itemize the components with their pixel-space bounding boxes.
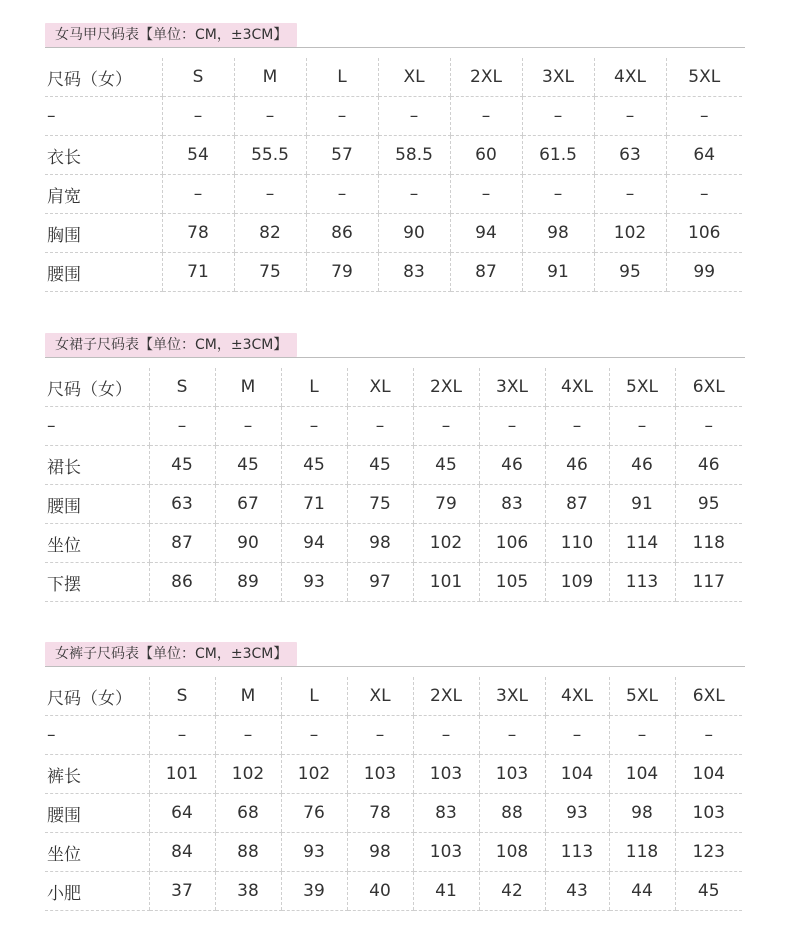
size-cell: 44 bbox=[609, 872, 675, 911]
size-cell: 103 bbox=[347, 755, 413, 794]
size-cell: L bbox=[306, 58, 378, 97]
size-cell: 75 bbox=[234, 253, 306, 292]
size-cell: 3XL bbox=[522, 58, 594, 97]
table-row bbox=[45, 872, 742, 911]
size-cell: 90 bbox=[378, 214, 450, 253]
size-cell: 45 bbox=[413, 446, 479, 485]
size-cell: 87 bbox=[545, 485, 609, 524]
skirt-title-bar bbox=[45, 333, 745, 358]
row-label-cell: 胸围 bbox=[45, 214, 162, 253]
size-cell: – bbox=[479, 716, 545, 755]
size-cell: – bbox=[347, 716, 413, 755]
size-cell: 94 bbox=[450, 214, 522, 253]
size-cell: 46 bbox=[479, 446, 545, 485]
size-cell: – bbox=[675, 407, 742, 446]
table-row bbox=[45, 446, 742, 485]
row-label-cell: 裤长 bbox=[45, 755, 149, 794]
size-cell: 75 bbox=[347, 485, 413, 524]
size-cell: 46 bbox=[609, 446, 675, 485]
skirt-size-section bbox=[45, 333, 745, 602]
size-cell: 86 bbox=[149, 563, 215, 602]
size-cell: 90 bbox=[215, 524, 281, 563]
header-row bbox=[45, 677, 742, 716]
size-cell: 118 bbox=[609, 833, 675, 872]
size-cell: 64 bbox=[666, 136, 742, 175]
size-cell: 40 bbox=[347, 872, 413, 911]
size-cell: 63 bbox=[594, 136, 666, 175]
row-label-cell: 肩宽 bbox=[45, 175, 162, 214]
pants-size-table bbox=[45, 677, 742, 911]
size-cell: 104 bbox=[609, 755, 675, 794]
table-row bbox=[45, 833, 742, 872]
size-cell: 109 bbox=[545, 563, 609, 602]
size-cell: 71 bbox=[281, 485, 347, 524]
title-divider bbox=[45, 357, 745, 358]
row-label-cell: 腰围 bbox=[45, 485, 149, 524]
size-cell: 93 bbox=[281, 833, 347, 872]
size-cell: 114 bbox=[609, 524, 675, 563]
size-cell: – bbox=[666, 97, 742, 136]
size-cell: 97 bbox=[347, 563, 413, 602]
size-cell: M bbox=[234, 58, 306, 97]
size-cell: – bbox=[306, 97, 378, 136]
size-cell: 2XL bbox=[413, 368, 479, 407]
table-row bbox=[45, 407, 742, 446]
size-cell: 102 bbox=[413, 524, 479, 563]
size-cell: – bbox=[594, 97, 666, 136]
skirt-size-title: 女裙子尺码表【单位：CM，±3CM】 bbox=[45, 333, 297, 357]
row-label-cell: 衣长 bbox=[45, 136, 162, 175]
row-label-cell: – bbox=[45, 407, 149, 446]
size-cell: 98 bbox=[347, 833, 413, 872]
size-cell: 42 bbox=[479, 872, 545, 911]
size-cell: S bbox=[149, 677, 215, 716]
size-cell: 108 bbox=[479, 833, 545, 872]
size-cell: – bbox=[522, 97, 594, 136]
size-cell: – bbox=[413, 407, 479, 446]
size-cell: L bbox=[281, 368, 347, 407]
vest-size-section bbox=[45, 23, 745, 292]
row-label-cell: 下摆 bbox=[45, 563, 149, 602]
size-cell: 91 bbox=[522, 253, 594, 292]
size-cell: 93 bbox=[281, 563, 347, 602]
size-cell: 103 bbox=[675, 794, 742, 833]
size-cell: – bbox=[609, 716, 675, 755]
size-cell: – bbox=[234, 97, 306, 136]
table-row bbox=[45, 97, 742, 136]
vest-size-title: 女马甲尺码表【单位：CM，±3CM】 bbox=[45, 23, 297, 47]
size-cell: 94 bbox=[281, 524, 347, 563]
size-cell: 79 bbox=[413, 485, 479, 524]
size-cell: 79 bbox=[306, 253, 378, 292]
table-row bbox=[45, 214, 742, 253]
size-cell: – bbox=[281, 407, 347, 446]
row-label-cell: 坐位 bbox=[45, 833, 149, 872]
size-cell: 83 bbox=[378, 253, 450, 292]
row-label-cell: 腰围 bbox=[45, 794, 149, 833]
size-cell: 4XL bbox=[594, 58, 666, 97]
size-cell: 98 bbox=[522, 214, 594, 253]
size-cell: 67 bbox=[215, 485, 281, 524]
size-cell: S bbox=[149, 368, 215, 407]
size-cell: 99 bbox=[666, 253, 742, 292]
vest-title-bar bbox=[45, 23, 745, 48]
size-cell: 89 bbox=[215, 563, 281, 602]
size-cell: – bbox=[545, 407, 609, 446]
size-cell: – bbox=[149, 407, 215, 446]
size-cell: – bbox=[479, 407, 545, 446]
row-label-cell: 尺码（女） bbox=[45, 677, 149, 716]
size-cell: 104 bbox=[545, 755, 609, 794]
size-cell: 6XL bbox=[675, 677, 742, 716]
header-row bbox=[45, 58, 742, 97]
row-label-cell: 尺码（女） bbox=[45, 58, 162, 97]
size-cell: – bbox=[149, 716, 215, 755]
size-cell: 39 bbox=[281, 872, 347, 911]
size-cell: – bbox=[522, 175, 594, 214]
size-cell: 102 bbox=[281, 755, 347, 794]
size-cell: 101 bbox=[413, 563, 479, 602]
size-cell: 95 bbox=[675, 485, 742, 524]
size-cell: – bbox=[162, 97, 234, 136]
size-cell: 98 bbox=[347, 524, 413, 563]
size-cell: 6XL bbox=[675, 368, 742, 407]
size-cell: 123 bbox=[675, 833, 742, 872]
size-cell: 4XL bbox=[545, 677, 609, 716]
table-row bbox=[45, 136, 742, 175]
size-cell: 113 bbox=[609, 563, 675, 602]
table-row bbox=[45, 563, 742, 602]
size-cell: 88 bbox=[215, 833, 281, 872]
size-cell: 4XL bbox=[545, 368, 609, 407]
size-cell: 3XL bbox=[479, 368, 545, 407]
size-cell: 117 bbox=[675, 563, 742, 602]
size-cell: 110 bbox=[545, 524, 609, 563]
size-cell: 83 bbox=[413, 794, 479, 833]
size-cell: 87 bbox=[450, 253, 522, 292]
size-cell: 45 bbox=[281, 446, 347, 485]
size-cell: 118 bbox=[675, 524, 742, 563]
title-divider bbox=[45, 47, 745, 48]
size-cell: 5XL bbox=[609, 368, 675, 407]
vest-size-table bbox=[45, 58, 742, 292]
size-cell: 2XL bbox=[413, 677, 479, 716]
size-cell: 5XL bbox=[609, 677, 675, 716]
size-cell: – bbox=[609, 407, 675, 446]
size-cell: 106 bbox=[666, 214, 742, 253]
size-cell: 71 bbox=[162, 253, 234, 292]
size-cell: XL bbox=[347, 677, 413, 716]
row-label-cell: 坐位 bbox=[45, 524, 149, 563]
size-cell: XL bbox=[347, 368, 413, 407]
size-cell: – bbox=[378, 97, 450, 136]
skirt-size-table bbox=[45, 368, 742, 602]
size-cell: 54 bbox=[162, 136, 234, 175]
size-cell: – bbox=[594, 175, 666, 214]
size-cell: M bbox=[215, 677, 281, 716]
size-cell: – bbox=[413, 716, 479, 755]
size-cell: – bbox=[450, 175, 522, 214]
size-cell: 103 bbox=[413, 833, 479, 872]
size-cell: 45 bbox=[347, 446, 413, 485]
size-cell: 93 bbox=[545, 794, 609, 833]
table-row bbox=[45, 524, 742, 563]
size-cell: 46 bbox=[545, 446, 609, 485]
size-cell: 43 bbox=[545, 872, 609, 911]
size-cell: 76 bbox=[281, 794, 347, 833]
size-cell: 45 bbox=[675, 872, 742, 911]
size-cell: – bbox=[281, 716, 347, 755]
size-cell: 64 bbox=[149, 794, 215, 833]
size-cell: 106 bbox=[479, 524, 545, 563]
size-cell: – bbox=[666, 175, 742, 214]
size-cell: 87 bbox=[149, 524, 215, 563]
size-cell: 113 bbox=[545, 833, 609, 872]
size-cell: 45 bbox=[215, 446, 281, 485]
size-cell: 78 bbox=[162, 214, 234, 253]
size-cell: 88 bbox=[479, 794, 545, 833]
row-label-cell: – bbox=[45, 716, 149, 755]
size-cell: 37 bbox=[149, 872, 215, 911]
size-cell: – bbox=[234, 175, 306, 214]
size-cell: 91 bbox=[609, 485, 675, 524]
size-cell: – bbox=[545, 716, 609, 755]
size-cell: 95 bbox=[594, 253, 666, 292]
size-cell: 45 bbox=[149, 446, 215, 485]
table-row bbox=[45, 253, 742, 292]
size-cell: 61.5 bbox=[522, 136, 594, 175]
size-cell: – bbox=[215, 716, 281, 755]
size-cell: – bbox=[347, 407, 413, 446]
size-cell: – bbox=[215, 407, 281, 446]
pants-size-section bbox=[45, 642, 745, 911]
pants-title-bar bbox=[45, 642, 745, 667]
size-cell: 58.5 bbox=[378, 136, 450, 175]
table-row bbox=[45, 794, 742, 833]
size-cell: 60 bbox=[450, 136, 522, 175]
size-cell: 82 bbox=[234, 214, 306, 253]
size-cell: – bbox=[675, 716, 742, 755]
size-cell: 102 bbox=[594, 214, 666, 253]
size-cell: – bbox=[306, 175, 378, 214]
table-row bbox=[45, 175, 742, 214]
size-cell: 86 bbox=[306, 214, 378, 253]
size-cell: 38 bbox=[215, 872, 281, 911]
pants-size-title: 女裤子尺码表【单位：CM，±3CM】 bbox=[45, 642, 297, 666]
size-cell: 68 bbox=[215, 794, 281, 833]
size-cell: 98 bbox=[609, 794, 675, 833]
row-label-cell: 尺码（女） bbox=[45, 368, 149, 407]
header-row bbox=[45, 368, 742, 407]
size-cell: 55.5 bbox=[234, 136, 306, 175]
size-cell: – bbox=[162, 175, 234, 214]
table-row bbox=[45, 755, 742, 794]
size-cell: 41 bbox=[413, 872, 479, 911]
size-cell: 103 bbox=[413, 755, 479, 794]
size-cell: 84 bbox=[149, 833, 215, 872]
row-label-cell: 小肥 bbox=[45, 872, 149, 911]
size-cell: 102 bbox=[215, 755, 281, 794]
size-cell: M bbox=[215, 368, 281, 407]
size-cell: 63 bbox=[149, 485, 215, 524]
size-cell: 83 bbox=[479, 485, 545, 524]
size-cell: 78 bbox=[347, 794, 413, 833]
size-cell: 101 bbox=[149, 755, 215, 794]
size-cell: – bbox=[450, 97, 522, 136]
size-cell: XL bbox=[378, 58, 450, 97]
row-label-cell: 腰围 bbox=[45, 253, 162, 292]
size-cell: – bbox=[378, 175, 450, 214]
size-cell: 46 bbox=[675, 446, 742, 485]
size-cell: 104 bbox=[675, 755, 742, 794]
size-cell: L bbox=[281, 677, 347, 716]
row-label-cell: 裙长 bbox=[45, 446, 149, 485]
size-cell: 105 bbox=[479, 563, 545, 602]
row-label-cell: – bbox=[45, 97, 162, 136]
size-cell: 103 bbox=[479, 755, 545, 794]
size-cell: 2XL bbox=[450, 58, 522, 97]
size-cell: 5XL bbox=[666, 58, 742, 97]
title-divider bbox=[45, 666, 745, 667]
table-row bbox=[45, 716, 742, 755]
table-row bbox=[45, 485, 742, 524]
size-cell: S bbox=[162, 58, 234, 97]
size-cell: 3XL bbox=[479, 677, 545, 716]
size-cell: 57 bbox=[306, 136, 378, 175]
